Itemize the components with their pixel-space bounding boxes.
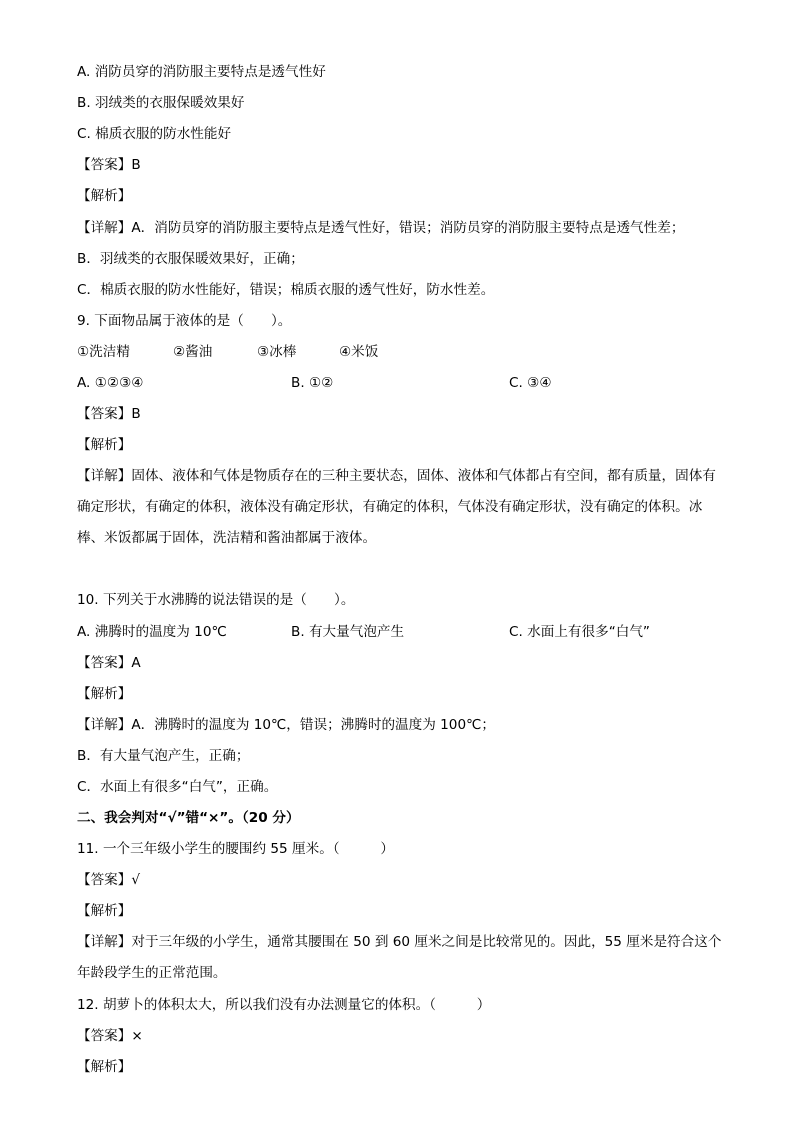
q12-answer: 【答案】×: [77, 1028, 143, 1044]
q11-stem: 11. 一个三年级小学生的腰围约 55 厘米。（ ）: [77, 841, 394, 857]
q8-detail-c: C．棉质衣服的防水性能好，错误；棉质衣服的透气性好，防水性差。: [77, 282, 495, 298]
q10-analysis-label: 【解析】: [77, 686, 132, 702]
q10-option-b: B. 有大量气泡产生: [291, 624, 405, 640]
q10-detail-a: 【详解】A．沸腾时的温度为 10℃，错误；沸腾时的温度为 100℃；: [77, 717, 495, 733]
q8-analysis-label: 【解析】: [77, 188, 132, 204]
q9-item-2: ②酱油: [173, 344, 213, 360]
q10-detail-c: C．水面上有很多“白气”，正确。: [77, 779, 278, 795]
q10-option-a: A. 沸腾时的温度为 10℃: [77, 624, 227, 640]
q9-items: [77, 342, 724, 362]
q8-option-b: B. 羽绒类的衣服保暖效果好: [77, 95, 245, 111]
q8-answer: 【答案】B: [77, 157, 141, 173]
q8-detail-a: 【详解】A．消防员穿的消防服主要特点是透气性好，错误；消防员穿的消防服主要特点是透气性差；: [77, 220, 685, 236]
q9-detail: 【详解】固体、液体和气体是物质存在的三种主要状态，固体、液体和气体都占有空间，都有质量，固体有确定形状，有确定的体积，液体没有确定形状，有确定的体积，气体没有确定形状，没有确定的体积。冰棒、米饭都属于固体，洗洁精和酱油都属于液体。: [77, 468, 716, 546]
q11-answer: 【答案】√: [77, 872, 141, 888]
q12-stem: 12. 胡萝卜的体积太大，所以我们没有办法测量它的体积。（ ）: [77, 997, 491, 1013]
q9-item-3: ③冰棒: [257, 344, 297, 360]
q10-option-c: C. 水面上有很多“白气”: [509, 624, 650, 640]
q8-detail-b: B．羽绒类的衣服保暖效果好，正确；: [77, 251, 304, 267]
q8-option-a: A. 消防员穿的消防服主要特点是透气性好: [77, 64, 326, 80]
q11-analysis-label: 【解析】: [77, 903, 132, 919]
q9-stem: 9. 下面物品属于液体的是（ ）。: [77, 313, 292, 329]
q9-option-b: B. ①②: [291, 375, 334, 391]
q10-detail-b: B．有大量气泡产生，正确；: [77, 748, 250, 764]
q9-options: [77, 373, 724, 393]
q11-detail: 【详解】对于三年级的小学生，通常其腰围在 50 到 60 厘米之间是比较常见的。因此，55 厘米是符合这个年龄段学生的正常范围。: [77, 934, 722, 981]
q9-option-a: A. ①②③④: [77, 375, 144, 391]
q10-answer: 【答案】A: [77, 655, 141, 671]
q9-analysis-label: 【解析】: [77, 437, 132, 453]
q12-analysis-label: 【解析】: [77, 1059, 132, 1075]
section-title: 二、我会判对“√”错“×”。（20 分）: [77, 810, 300, 826]
q9-item-1: ①洗洁精: [77, 344, 130, 360]
q10-options: [77, 622, 724, 642]
q9-item-4: ④米饭: [339, 344, 379, 360]
q10-stem: 10. 下列关于水沸腾的说法错误的是（ ）。: [77, 592, 355, 608]
q9-answer: 【答案】B: [77, 406, 141, 422]
q9-option-c: C. ③④: [509, 375, 552, 391]
q8-option-c: C. 棉质衣服的防水性能好: [77, 126, 232, 142]
